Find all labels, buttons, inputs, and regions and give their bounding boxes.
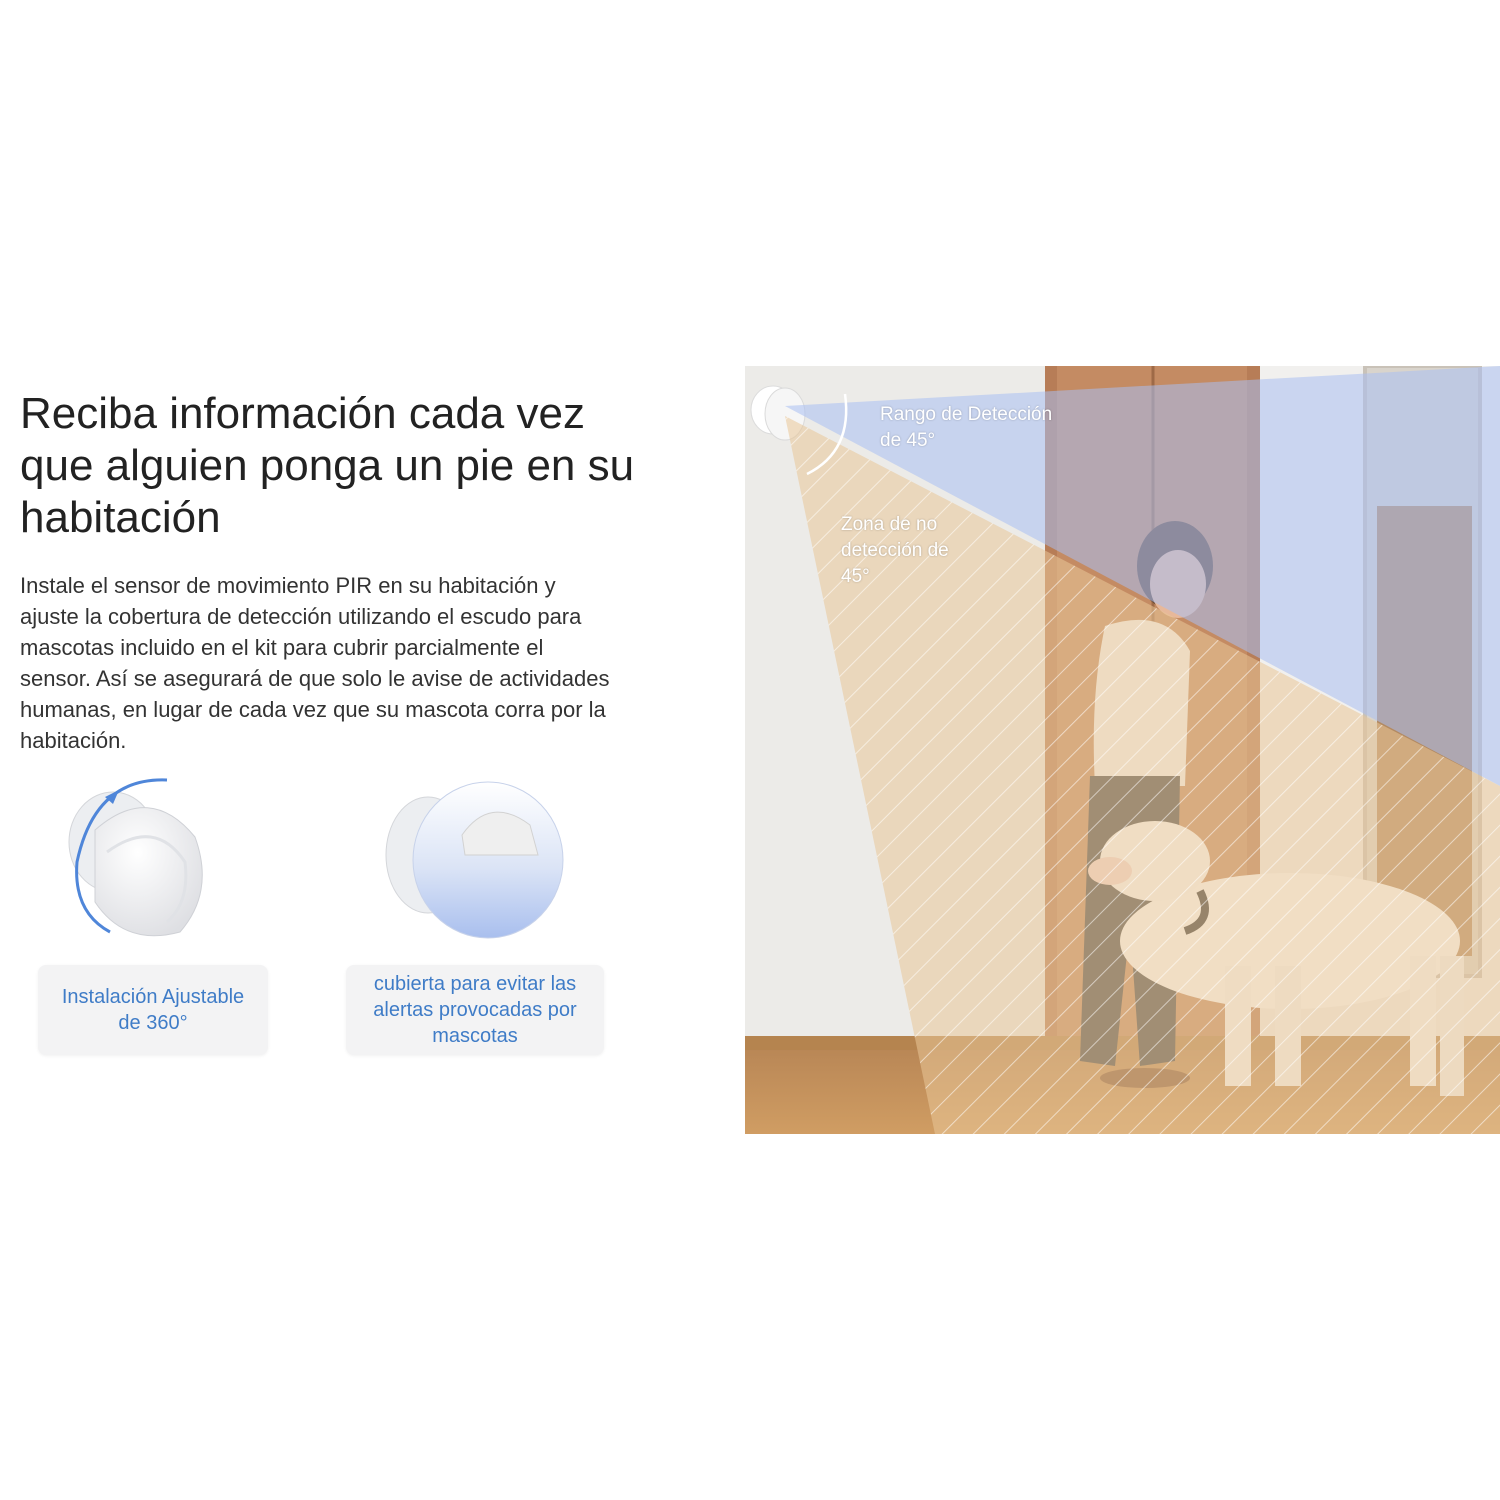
pet-cover-caption: cubierta para evitar las alertas provocadas por mascotas xyxy=(346,965,604,1055)
adjustable-install-caption: Instalación Ajustable de 360° xyxy=(38,965,268,1055)
rotating-sensor-icon xyxy=(55,772,215,942)
detection-range-label: Rango de Detección de 45° xyxy=(880,404,1053,451)
headline: Reciba información cada vez que alguien ponga un pie en su habitación xyxy=(20,389,635,542)
description-text: Instale el sensor de movimiento PIR en su habitación y ajuste la cobertura de detección utilizando el escudo para mascotas incluido en el kit para cubrir parcialmente el sensor. Así se asegurará de que solo le avise de actividades humanas, en lugar de cada vez que su mascota corra por la habitación. xyxy=(20,573,610,753)
no-detection-zone-label: Zona de no detección de 45° xyxy=(841,514,949,587)
room-photo xyxy=(745,366,1500,1134)
pet-cover-sensor-icon xyxy=(380,780,570,945)
